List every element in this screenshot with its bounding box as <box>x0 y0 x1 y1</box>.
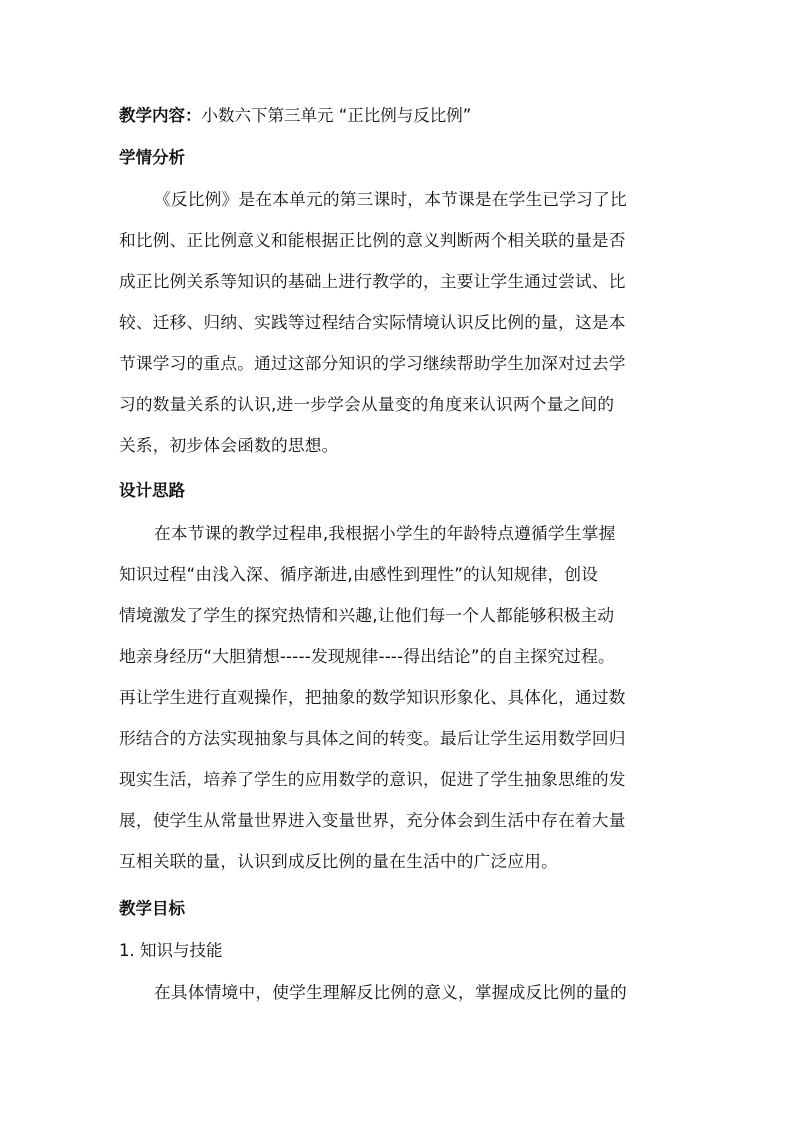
topic-line <box>119 106 471 126</box>
design-line: 展，使学生从常量世界进入变量世界，充分体会到生活中存在着大量 <box>119 810 626 830</box>
design-line: 现实生活，培养了学生的应用数学的意识，促进了学生抽象思维的发 <box>119 769 626 789</box>
analysis-line: 和比例、正比例意义和能根据正比例的意义判断两个相关联的量是否 <box>119 230 626 250</box>
heading-goals: 教学目标 <box>119 899 185 918</box>
design-line: 知识过程“由浅入深、循序渐进,由感性到理性”的认知规律，创设 <box>119 564 599 584</box>
design-line: 在本节课的教学过程串,我根据小学生的年龄特点遵循学生掌握 <box>154 523 616 543</box>
heading-design: 设计思路 <box>119 481 185 500</box>
analysis-line: 成正比例关系等知识的基础上进行教学的，主要让学生通过尝试、比 <box>119 271 626 291</box>
analysis-line: 关系，初步体会函数的思想。 <box>119 435 339 455</box>
design-line: 地亲身经历“大胆猜想-----发现规律----得出结论”的自主探究过程。 <box>119 646 615 666</box>
topic-value: 小数六下第三单元 “正比例与反比例” <box>201 106 472 125</box>
analysis-line: 较、迁移、归纳、实践等过程结合实际情境认识反比例的量，这是本 <box>119 312 626 332</box>
design-line: 情境激发了学生的探究热情和兴趣,让他们每一个人都能够积极主动 <box>119 605 615 625</box>
design-line: 互相关联的量，认识到成反比例的量在生活中的广泛应用。 <box>119 851 559 871</box>
goal-item-1: 1. 知识与技能 <box>119 941 223 960</box>
goal-line: 在具体情境中，使学生理解反比例的意义，掌握成反比例的量的 <box>154 982 627 1002</box>
heading-analysis: 学情分析 <box>119 148 185 167</box>
design-line: 形结合的方法实现抽象与具体之间的转变。最后让学生运用数学回归 <box>119 728 626 748</box>
analysis-line: 习的数量关系的认识,进一步学会从量变的角度来认识两个量之间的 <box>119 394 615 414</box>
analysis-line: 《反比例》是在本单元的第三课时，本节课是在学生已学习了比 <box>154 189 627 209</box>
design-line: 再让学生进行直观操作，把抽象的数学知识形象化、具体化，通过数 <box>119 687 626 707</box>
analysis-line: 节课学习的重点。通过这部分知识的学习继续帮助学生加深对过去学 <box>119 353 626 373</box>
topic-label: 教学内容： <box>119 106 202 125</box>
